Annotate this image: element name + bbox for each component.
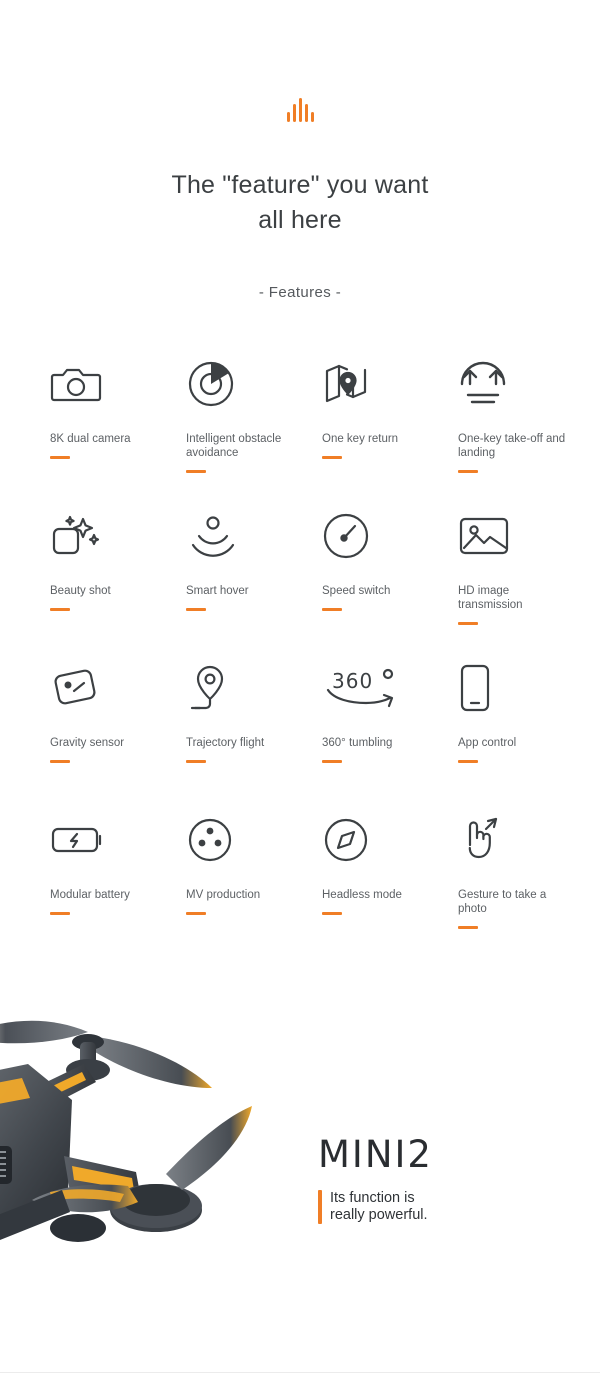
feature-item-smart-hover (170, 508, 302, 660)
feature-underline (458, 926, 478, 929)
feature-item-obstacle-avoidance (170, 356, 302, 508)
feature-item-gesture-photo (442, 812, 574, 964)
gesture-photo-icon (458, 812, 574, 868)
feature-label: Gesture to take a photo (458, 889, 547, 915)
feature-label: Beauty shot (50, 585, 111, 597)
speedometer-icon (322, 508, 438, 564)
feature-item-speed-switch (306, 508, 438, 660)
compass-icon (322, 812, 438, 868)
map-pin-icon (322, 356, 438, 412)
feature-label: App control (458, 737, 517, 749)
feature-label: One key return (322, 433, 399, 445)
feature-label: MV production (186, 889, 261, 901)
feature-item-takeoff-landing (442, 356, 574, 508)
tagline-line-2: really powerful. (330, 1207, 428, 1223)
feature-underline (50, 608, 70, 611)
section-label: - Features - (258, 284, 342, 301)
feature-underline (322, 608, 342, 611)
feature-label: Smart hover (186, 585, 249, 597)
feature-underline (322, 760, 342, 763)
folding-drone-product-photo (0, 960, 340, 1290)
brand-name: MINI2 (318, 1133, 433, 1176)
film-reel-icon (186, 812, 302, 868)
battery-icon (50, 812, 166, 868)
feature-underline (50, 760, 70, 763)
beauty-sparkle-icon (50, 508, 166, 564)
page-title (0, 168, 600, 238)
feature-item-headless-mode (306, 812, 438, 964)
feature-item-app-control (442, 660, 574, 812)
feature-item-beauty-shot (34, 508, 166, 660)
feature-underline (322, 912, 342, 915)
svg-text:360: 360 (332, 669, 374, 693)
feature-label: Gravity sensor (50, 737, 125, 749)
feature-underline (50, 456, 70, 459)
obstacle-avoidance-icon (186, 356, 302, 412)
accent-bar (318, 1190, 322, 1224)
features-grid (34, 356, 574, 964)
feature-label: Headless mode (322, 889, 402, 901)
image-transmission-icon (458, 508, 574, 564)
headline-line-2: all here (258, 206, 342, 234)
feature-item-gravity-sensor (34, 660, 166, 812)
feature-item-8k-dual-camera (34, 356, 166, 508)
feature-underline (458, 760, 478, 763)
feature-item-modular-battery (34, 812, 166, 964)
feature-item-one-key-return (306, 356, 438, 508)
trajectory-flight-icon (186, 660, 302, 716)
feature-underline (186, 608, 206, 611)
feature-underline (458, 622, 478, 625)
360-tumbling-icon (322, 660, 438, 716)
sound-wave-logo (0, 92, 600, 122)
brand-block (318, 1133, 558, 1224)
feature-label: HD image transmission (458, 585, 523, 611)
headline-line-1: The "feature" you want (171, 171, 429, 199)
feature-item-360-tumbling (306, 660, 438, 812)
feature-underline (458, 470, 478, 473)
feature-label: Speed switch (322, 585, 391, 597)
feature-item-trajectory-flight (170, 660, 302, 812)
feature-label: Trajectory flight (186, 737, 265, 749)
brand-tagline (318, 1190, 558, 1224)
feature-label: Modular battery (50, 889, 130, 901)
feature-underline (186, 912, 206, 915)
feature-label: 8K dual camera (50, 433, 131, 445)
gravity-sensor-icon (50, 660, 166, 716)
feature-item-hd-image-transmission (442, 508, 574, 660)
feature-underline (186, 470, 206, 473)
camera-icon (50, 356, 166, 412)
feature-label: Intelligent obstacle avoidance (186, 433, 282, 459)
feature-item-mv-production (170, 812, 302, 964)
tagline-line-1: Its function is (330, 1190, 415, 1206)
takeoff-landing-icon (458, 356, 574, 412)
feature-underline (322, 456, 342, 459)
feature-underline (186, 760, 206, 763)
feature-underline (50, 912, 70, 915)
smartphone-icon (458, 660, 574, 716)
feature-label: 360° tumbling (322, 737, 393, 749)
feature-label: One-key take-off and landing (458, 433, 566, 459)
hover-waves-icon (186, 508, 302, 564)
